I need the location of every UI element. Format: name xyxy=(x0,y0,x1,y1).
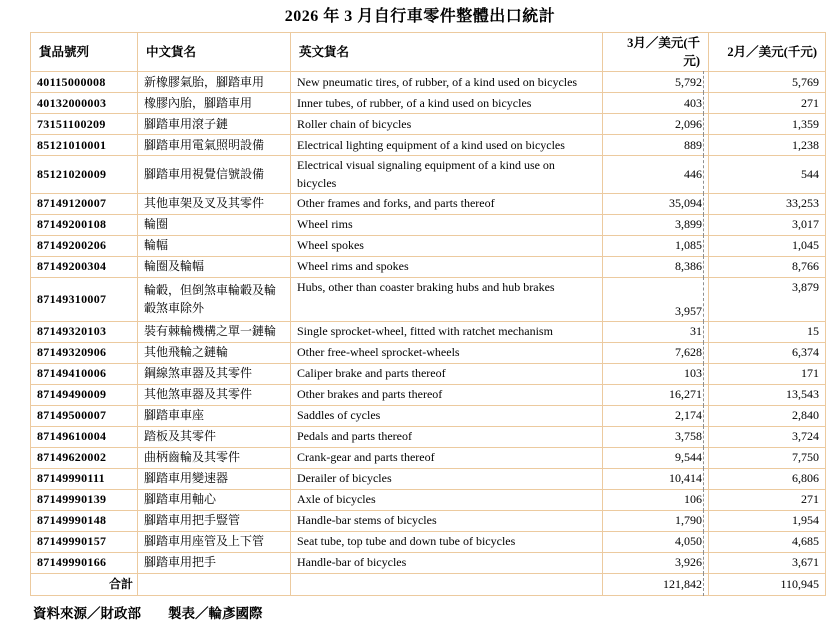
march-value-cell: 1,790 xyxy=(603,511,709,532)
february-value-cell: 271 xyxy=(709,490,826,511)
table-row xyxy=(31,385,826,406)
chinese-name-cell: 裝有棘輪機構之單一鏈輪 xyxy=(138,322,291,343)
march-value-cell: 2,174 xyxy=(603,406,709,427)
table-row xyxy=(31,114,826,135)
february-value-cell: 4,685 xyxy=(709,532,826,553)
table-row xyxy=(31,553,826,574)
product-code-cell: 87149120007 xyxy=(31,194,138,215)
chinese-name-cell: 腳踏車用視覺信號設備 xyxy=(138,156,291,194)
english-name-cell: Wheel spokes xyxy=(291,236,603,257)
february-value-cell: 271 xyxy=(709,93,826,114)
table-row xyxy=(31,72,826,93)
chinese-name-cell: 輪轂，但倒煞車輪轂及輪轂煞車除外 xyxy=(138,278,291,322)
product-code-cell: 87149990111 xyxy=(31,469,138,490)
chinese-name-cell: 輪幅 xyxy=(138,236,291,257)
product-code-cell: 40132000003 xyxy=(31,93,138,114)
chinese-name-cell: 腳踏車用電氣照明設備 xyxy=(138,135,291,156)
table-row xyxy=(31,194,826,215)
table-row xyxy=(31,343,826,364)
english-name-cell: Other free-wheel sprocket-wheels xyxy=(291,343,603,364)
march-value-cell: 106 xyxy=(603,490,709,511)
march-value-cell: 9,544 xyxy=(603,448,709,469)
table-row xyxy=(31,490,826,511)
march-value-cell: 3,899 xyxy=(603,215,709,236)
march-value-cell: 5,792 xyxy=(603,72,709,93)
march-value-cell: 3,926 xyxy=(603,553,709,574)
february-value-cell: 1,238 xyxy=(709,135,826,156)
product-code-cell: 87149990139 xyxy=(31,490,138,511)
march-value-cell: 3,758 xyxy=(603,427,709,448)
english-name-cell: Seat tube, top tube and down tube of bicycles xyxy=(291,532,603,553)
product-code-cell: 40115000008 xyxy=(31,72,138,93)
english-name-cell: Handle-bar stems of bicycles xyxy=(291,511,603,532)
table-header-row xyxy=(31,33,826,72)
february-value-cell: 3,017 xyxy=(709,215,826,236)
english-name-cell: Pedals and parts thereof xyxy=(291,427,603,448)
february-value-cell: 1,045 xyxy=(709,236,826,257)
english-name-cell: New pneumatic tires, of rubber, of a kind used on bicycles xyxy=(291,72,603,93)
chinese-name-cell: 曲柄齒輪及其零件 xyxy=(138,448,291,469)
february-value-cell: 13,543 xyxy=(709,385,826,406)
table-row xyxy=(31,93,826,114)
chinese-name-cell: 其他煞車器及其零件 xyxy=(138,385,291,406)
chinese-name-cell: 其他車架及叉及其零件 xyxy=(138,194,291,215)
chinese-name-cell: 腳踏車車座 xyxy=(138,406,291,427)
product-code-cell: 73151100209 xyxy=(31,114,138,135)
english-name-cell: Axle of bicycles xyxy=(291,490,603,511)
chinese-name-cell: 踏板及其零件 xyxy=(138,427,291,448)
march-value-cell: 889 xyxy=(603,135,709,156)
product-code-cell: 87149200206 xyxy=(31,236,138,257)
english-name-cell: Roller chain of bicycles xyxy=(291,114,603,135)
march-value-cell: 3,957 xyxy=(603,278,709,322)
table-row xyxy=(31,257,826,278)
chinese-name-cell: 輪圈及輪幅 xyxy=(138,257,291,278)
product-code-cell: 87149490009 xyxy=(31,385,138,406)
table-row xyxy=(31,427,826,448)
table-row xyxy=(31,135,826,156)
product-code-cell: 87149320103 xyxy=(31,322,138,343)
february-value-cell: 171 xyxy=(709,364,826,385)
february-value-cell: 6,806 xyxy=(709,469,826,490)
table-row xyxy=(31,215,826,236)
table-body xyxy=(31,72,826,574)
english-name-cell: Wheel rims and spokes xyxy=(291,257,603,278)
product-code-cell: 87149610004 xyxy=(31,427,138,448)
english-name-cell: Other brakes and parts thereof xyxy=(291,385,603,406)
table-row xyxy=(31,322,826,343)
chinese-name-cell: 輪圈 xyxy=(138,215,291,236)
march-value-cell: 7,628 xyxy=(603,343,709,364)
march-value-cell: 103 xyxy=(603,364,709,385)
table-row xyxy=(31,278,826,322)
english-name-cell: Handle-bar of bicycles xyxy=(291,553,603,574)
february-value-cell: 7,750 xyxy=(709,448,826,469)
english-name-cell: Electrical visual signaling equipment of a kind use on bicycles xyxy=(291,156,603,194)
english-name-cell: Hubs, other than coaster braking hubs and hub brakes xyxy=(291,278,603,322)
total-english-cell xyxy=(291,574,603,596)
chinese-name-cell: 橡膠內胎，腳踏車用 xyxy=(138,93,291,114)
march-value-cell: 16,271 xyxy=(603,385,709,406)
march-value-cell: 1,085 xyxy=(603,236,709,257)
chinese-name-cell: 腳踏車用座管及上下管 xyxy=(138,532,291,553)
product-code-cell: 87149200108 xyxy=(31,215,138,236)
march-value-cell: 10,414 xyxy=(603,469,709,490)
product-code-cell: 87149620002 xyxy=(31,448,138,469)
march-value-cell: 2,096 xyxy=(603,114,709,135)
product-code-cell: 87149990166 xyxy=(31,553,138,574)
product-code-cell: 87149320906 xyxy=(31,343,138,364)
english-name-cell: Single sprocket-wheel, fitted with ratchet mechanism xyxy=(291,322,603,343)
english-name-cell: Crank-gear and parts thereof xyxy=(291,448,603,469)
english-name-cell: Other frames and forks, and parts thereof xyxy=(291,194,603,215)
english-name-cell: Electrical lighting equipment of a kind used on bicycles xyxy=(291,135,603,156)
table-row xyxy=(31,236,826,257)
february-value-cell: 544 xyxy=(709,156,826,194)
product-code-cell: 85121020009 xyxy=(31,156,138,194)
table-row xyxy=(31,469,826,490)
english-name-cell: Inner tubes, of rubber, of a kind used on bicycles xyxy=(291,93,603,114)
header-english-name: 英文貨名 xyxy=(291,33,603,72)
february-value-cell: 3,671 xyxy=(709,553,826,574)
chinese-name-cell: 腳踏車用把手豎管 xyxy=(138,511,291,532)
february-value-cell: 6,374 xyxy=(709,343,826,364)
chinese-name-cell: 腳踏車用把手 xyxy=(138,553,291,574)
product-code-cell: 87149990157 xyxy=(31,532,138,553)
chinese-name-cell: 新橡膠氣胎，腳踏車用 xyxy=(138,72,291,93)
chinese-name-cell: 腳踏車用變速器 xyxy=(138,469,291,490)
february-value-cell: 1,359 xyxy=(709,114,826,135)
product-code-cell: 87149500007 xyxy=(31,406,138,427)
export-statistics-table xyxy=(30,32,826,596)
product-code-cell: 87149310007 xyxy=(31,278,138,322)
english-name-cell: Saddles of cycles xyxy=(291,406,603,427)
march-value-cell: 31 xyxy=(603,322,709,343)
header-chinese-name: 中文貨名 xyxy=(138,33,291,72)
page-title: 2026 年 3 月自行車零件整體出口統計 xyxy=(284,8,556,25)
product-code-cell: 87149410006 xyxy=(31,364,138,385)
table-row xyxy=(31,448,826,469)
total-march-value: 121,842 xyxy=(603,574,709,596)
total-label: 合計 xyxy=(31,574,138,596)
chinese-name-cell: 腳踏車用軸心 xyxy=(138,490,291,511)
february-value-cell: 2,840 xyxy=(709,406,826,427)
product-code-cell: 85121010001 xyxy=(31,135,138,156)
chinese-name-cell: 腳踏車用滾子鏈 xyxy=(138,114,291,135)
total-february-value: 110,945 xyxy=(709,574,826,596)
total-chinese-cell xyxy=(138,574,291,596)
march-value-cell: 8,386 xyxy=(603,257,709,278)
product-code-cell: 87149990148 xyxy=(31,511,138,532)
march-value-cell: 446 xyxy=(603,156,709,194)
chinese-name-cell: 其他飛輪之鏈輪 xyxy=(138,343,291,364)
header-product-code: 貨品號列 xyxy=(31,33,138,72)
february-value-cell: 5,769 xyxy=(709,72,826,93)
table-row xyxy=(31,156,826,194)
header-march-usd: 3月／美元(千元) xyxy=(603,33,709,72)
february-value-cell: 1,954 xyxy=(709,511,826,532)
table-row xyxy=(31,406,826,427)
march-value-cell: 4,050 xyxy=(603,532,709,553)
source-note: 資料來源／財政部 製表／輪彥國際 xyxy=(33,606,263,622)
table-row xyxy=(31,511,826,532)
march-value-cell: 35,094 xyxy=(603,194,709,215)
product-code-cell: 87149200304 xyxy=(31,257,138,278)
english-name-cell: Wheel rims xyxy=(291,215,603,236)
february-value-cell: 3,879 xyxy=(709,278,826,322)
chinese-name-cell: 鋼線煞車器及其零件 xyxy=(138,364,291,385)
february-value-cell: 3,724 xyxy=(709,427,826,448)
english-name-cell: Derailer of bicycles xyxy=(291,469,603,490)
english-name-cell: Caliper brake and parts thereof xyxy=(291,364,603,385)
total-row xyxy=(31,574,826,596)
february-value-cell: 33,253 xyxy=(709,194,826,215)
february-value-cell: 8,766 xyxy=(709,257,826,278)
header-february-usd: 2月／美元(千元) xyxy=(709,33,826,72)
table-row xyxy=(31,532,826,553)
table-row xyxy=(31,364,826,385)
march-value-cell: 403 xyxy=(603,93,709,114)
february-value-cell: 15 xyxy=(709,322,826,343)
